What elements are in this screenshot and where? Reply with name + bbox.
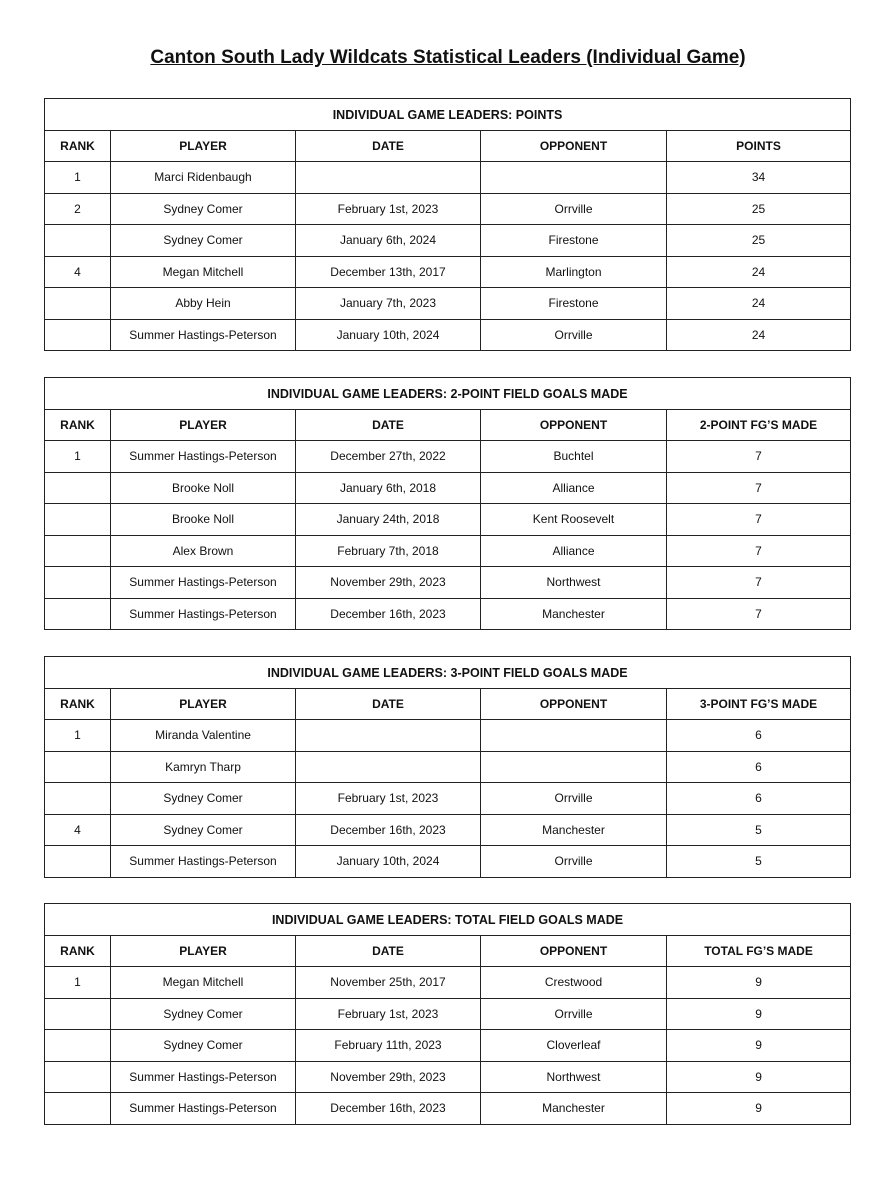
rank-cell [45, 288, 111, 320]
value-cell: 9 [667, 1030, 851, 1062]
player-cell: Sydney Comer [111, 193, 296, 225]
value-cell: 9 [667, 967, 851, 999]
table-row [45, 998, 851, 1030]
value-cell: 24 [667, 288, 851, 320]
opponent-header: OPPONENT [481, 689, 667, 720]
value-cell: 7 [667, 535, 851, 567]
rank-header: RANK [45, 131, 111, 162]
date-cell [296, 162, 481, 194]
rank-cell [45, 783, 111, 815]
player-cell: Summer Hastings-Peterson [111, 1061, 296, 1093]
date-cell: January 10th, 2024 [296, 846, 481, 878]
rank-cell [45, 319, 111, 351]
value-cell: 34 [667, 162, 851, 194]
value-cell: 7 [667, 598, 851, 630]
date-header: DATE [296, 410, 481, 441]
player-cell: Abby Hein [111, 288, 296, 320]
opponent-cell: Crestwood [481, 967, 667, 999]
date-header: DATE [296, 689, 481, 720]
player-cell: Sydney Comer [111, 783, 296, 815]
date-header: DATE [296, 131, 481, 162]
table-row [45, 814, 851, 846]
date-cell: December 16th, 2023 [296, 814, 481, 846]
opponent-cell: Orrville [481, 783, 667, 815]
table-row [45, 1061, 851, 1093]
date-cell: February 11th, 2023 [296, 1030, 481, 1062]
table-row [45, 846, 851, 878]
value-cell: 9 [667, 1093, 851, 1125]
two-point-fg-leaders-table [44, 377, 851, 630]
date-cell: November 25th, 2017 [296, 967, 481, 999]
date-cell: December 16th, 2023 [296, 598, 481, 630]
total-fg-leaders-table [44, 903, 851, 1125]
player-cell: Summer Hastings-Peterson [111, 567, 296, 599]
player-header: PLAYER [111, 410, 296, 441]
table-row [45, 225, 851, 257]
rank-cell [45, 472, 111, 504]
page-title: Canton South Lady Wildcats Statistical Leaders (Individual Game) [150, 47, 746, 68]
table-row [45, 504, 851, 536]
rank-cell [45, 567, 111, 599]
opponent-cell: Orrville [481, 998, 667, 1030]
opponent-header: OPPONENT [481, 410, 667, 441]
player-cell: Megan Mitchell [111, 967, 296, 999]
opponent-cell: Kent Roosevelt [481, 504, 667, 536]
table-row [45, 441, 851, 473]
table-row [45, 472, 851, 504]
rank-cell [45, 846, 111, 878]
date-cell [296, 720, 481, 752]
date-cell: December 27th, 2022 [296, 441, 481, 473]
player-cell: Marci Ridenbaugh [111, 162, 296, 194]
value-cell: 24 [667, 256, 851, 288]
rank-cell [45, 225, 111, 257]
date-cell: November 29th, 2023 [296, 567, 481, 599]
date-cell: November 29th, 2023 [296, 1061, 481, 1093]
value-cell: 6 [667, 720, 851, 752]
player-cell: Alex Brown [111, 535, 296, 567]
table-row [45, 967, 851, 999]
opponent-cell: Northwest [481, 1061, 667, 1093]
table-row [45, 751, 851, 783]
rank-header: RANK [45, 936, 111, 967]
opponent-cell [481, 720, 667, 752]
opponent-cell: Northwest [481, 567, 667, 599]
value-cell: 7 [667, 472, 851, 504]
rank-cell: 4 [45, 814, 111, 846]
table-row [45, 598, 851, 630]
opponent-cell [481, 751, 667, 783]
rank-cell [45, 998, 111, 1030]
opponent-header: OPPONENT [481, 131, 667, 162]
opponent-cell: Orrville [481, 846, 667, 878]
rank-cell: 1 [45, 967, 111, 999]
player-header: PLAYER [111, 131, 296, 162]
table-title: INDIVIDUAL GAME LEADERS: POINTS [45, 99, 851, 131]
value-cell: 9 [667, 1061, 851, 1093]
opponent-cell: Manchester [481, 814, 667, 846]
table-row [45, 567, 851, 599]
rank-cell: 1 [45, 720, 111, 752]
player-cell: Sydney Comer [111, 225, 296, 257]
player-cell: Sydney Comer [111, 814, 296, 846]
table-row [45, 288, 851, 320]
player-cell: Summer Hastings-Peterson [111, 441, 296, 473]
table-row [45, 783, 851, 815]
table-row [45, 535, 851, 567]
rank-cell: 1 [45, 441, 111, 473]
opponent-cell: Alliance [481, 472, 667, 504]
opponent-cell: Orrville [481, 319, 667, 351]
player-cell: Brooke Noll [111, 504, 296, 536]
player-header: PLAYER [111, 689, 296, 720]
date-cell: January 24th, 2018 [296, 504, 481, 536]
date-cell: February 7th, 2018 [296, 535, 481, 567]
rank-cell: 2 [45, 193, 111, 225]
value-header: POINTS [667, 131, 851, 162]
value-header: 3-POINT FG’S MADE [667, 689, 851, 720]
value-cell: 6 [667, 783, 851, 815]
value-cell: 24 [667, 319, 851, 351]
value-header: TOTAL FG’S MADE [667, 936, 851, 967]
player-cell: Brooke Noll [111, 472, 296, 504]
date-cell: January 10th, 2024 [296, 319, 481, 351]
value-cell: 9 [667, 998, 851, 1030]
date-cell: February 1st, 2023 [296, 998, 481, 1030]
date-cell: January 6th, 2018 [296, 472, 481, 504]
table-row [45, 162, 851, 194]
player-cell: Sydney Comer [111, 998, 296, 1030]
value-cell: 25 [667, 225, 851, 257]
rank-cell [45, 751, 111, 783]
player-cell: Summer Hastings-Peterson [111, 846, 296, 878]
opponent-header: OPPONENT [481, 936, 667, 967]
table-title: INDIVIDUAL GAME LEADERS: TOTAL FIELD GOALS MADE [45, 904, 851, 936]
opponent-cell: Cloverleaf [481, 1030, 667, 1062]
date-cell: February 1st, 2023 [296, 193, 481, 225]
player-cell: Summer Hastings-Peterson [111, 1093, 296, 1125]
table-row [45, 256, 851, 288]
value-cell: 7 [667, 567, 851, 599]
three-point-fg-leaders-table [44, 656, 851, 878]
rank-cell [45, 598, 111, 630]
date-cell: January 7th, 2023 [296, 288, 481, 320]
value-cell: 7 [667, 441, 851, 473]
value-cell: 5 [667, 846, 851, 878]
opponent-cell: Firestone [481, 225, 667, 257]
opponent-cell: Alliance [481, 535, 667, 567]
date-cell: December 16th, 2023 [296, 1093, 481, 1125]
rank-cell [45, 504, 111, 536]
rank-cell: 4 [45, 256, 111, 288]
opponent-cell: Orrville [481, 193, 667, 225]
date-cell: December 13th, 2017 [296, 256, 481, 288]
rank-cell [45, 1030, 111, 1062]
player-cell: Summer Hastings-Peterson [111, 319, 296, 351]
points-leaders-table [44, 98, 851, 351]
table-row [45, 720, 851, 752]
opponent-cell: Marlington [481, 256, 667, 288]
player-cell: Kamryn Tharp [111, 751, 296, 783]
table-title: INDIVIDUAL GAME LEADERS: 3-POINT FIELD GOALS MADE [45, 657, 851, 689]
player-cell: Megan Mitchell [111, 256, 296, 288]
rank-cell [45, 1093, 111, 1125]
date-cell: January 6th, 2024 [296, 225, 481, 257]
date-cell [296, 751, 481, 783]
value-cell: 5 [667, 814, 851, 846]
opponent-cell: Manchester [481, 1093, 667, 1125]
table-title: INDIVIDUAL GAME LEADERS: 2-POINT FIELD GOALS MADE [45, 378, 851, 410]
value-cell: 6 [667, 751, 851, 783]
player-cell: Sydney Comer [111, 1030, 296, 1062]
value-header: 2-POINT FG’S MADE [667, 410, 851, 441]
rank-header: RANK [45, 689, 111, 720]
table-row [45, 193, 851, 225]
opponent-cell: Manchester [481, 598, 667, 630]
rank-cell: 1 [45, 162, 111, 194]
date-cell: February 1st, 2023 [296, 783, 481, 815]
rank-cell [45, 1061, 111, 1093]
table-row [45, 1030, 851, 1062]
player-cell: Summer Hastings-Peterson [111, 598, 296, 630]
opponent-cell: Buchtel [481, 441, 667, 473]
table-row [45, 1093, 851, 1125]
opponent-cell [481, 162, 667, 194]
rank-cell [45, 535, 111, 567]
value-cell: 7 [667, 504, 851, 536]
opponent-cell: Firestone [481, 288, 667, 320]
player-header: PLAYER [111, 936, 296, 967]
table-row [45, 319, 851, 351]
value-cell: 25 [667, 193, 851, 225]
player-cell: Miranda Valentine [111, 720, 296, 752]
date-header: DATE [296, 936, 481, 967]
rank-header: RANK [45, 410, 111, 441]
